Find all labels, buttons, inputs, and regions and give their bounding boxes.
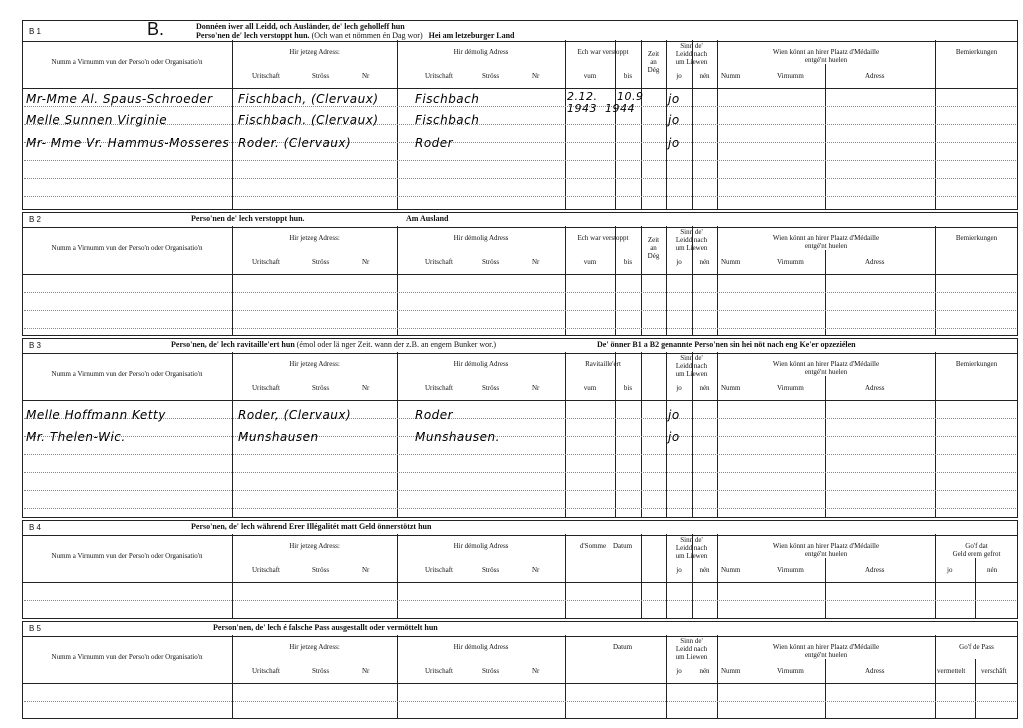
yes-header: jo (947, 566, 953, 574)
entry-name: Melle Hoffmann Ketty (26, 408, 166, 422)
no-header: nén (699, 258, 710, 266)
locality-header: Uritschaft (425, 384, 453, 392)
time-header: Zeit (647, 236, 660, 244)
medal-header: entgé'nt huelen (804, 651, 848, 659)
dotted-line (24, 701, 1016, 702)
entry-current-address: Roder. (Clervaux) (238, 136, 352, 150)
alive-header: Leidd nach (675, 544, 708, 552)
yes-header: jo (676, 384, 682, 392)
yes-header: jo (676, 258, 682, 266)
former-address-header: Hir démolig Adress (453, 360, 509, 368)
medal-header: Wien könnt an hirer Plaatz d'Médaille (772, 542, 880, 550)
medal-address-header: Adress (865, 384, 885, 392)
entry-former-address: Fischbach (415, 113, 480, 127)
number-header: Nr (532, 667, 540, 675)
yes-header: jo (676, 72, 682, 80)
section-header (23, 622, 1017, 637)
dotted-line (24, 310, 1016, 311)
dotted-line (24, 292, 1016, 293)
medal-name-header: Numm (721, 667, 741, 675)
time-header: an (650, 244, 657, 252)
column-rule (565, 352, 566, 517)
entry-alive: jo (668, 430, 680, 444)
entry-current-address: Fischbach. (Clervaux) (238, 113, 379, 127)
locality-header: Uritschaft (425, 258, 453, 266)
remarks-header: Bemierkungen (955, 360, 998, 368)
entry-name: Mr-Mme Al. Spaus-Schroeder (26, 92, 213, 106)
locality-header: Uritschaft (252, 72, 280, 80)
sum-header: d'Somme (579, 542, 607, 550)
number-header: Nr (362, 667, 370, 675)
alive-header: um Liewen (675, 244, 708, 252)
header-bottom-line (22, 274, 1018, 275)
from-header: vum (583, 384, 597, 392)
column-rule (975, 659, 976, 718)
column-rule (641, 534, 642, 618)
yes-header: jo (676, 566, 682, 574)
header-bottom-line (22, 683, 1018, 684)
number-header: Nr (532, 566, 540, 574)
ravitaille-header: Ravitaille'ert (585, 360, 621, 368)
alive-header: Leidd nach (675, 50, 708, 58)
medal-firstname-header: Virnumm (777, 72, 804, 80)
entry-current-address: Munshausen (238, 430, 319, 444)
no-header: nén (699, 566, 710, 574)
money-header: Go'f dat (965, 542, 988, 550)
locality-header: Uritschaft (252, 384, 280, 392)
pass-header: Go'f de Pass (959, 643, 994, 651)
section-title-2: De' önner B1 a B2 genannte Perso'nen sin hei nöt nach eng Ke'er opzeziélen (597, 340, 856, 349)
date-header: Datum (613, 643, 633, 651)
medal-header: entgé'nt huelen (804, 242, 848, 250)
former-address-header: Hir démolig Adress (453, 542, 509, 550)
money-header: Geld erem gefrot (952, 550, 1001, 558)
medal-name-header: Numm (721, 566, 741, 574)
to-header: bis (623, 72, 633, 80)
entry-alive: jo (668, 136, 680, 150)
entry-former-address: Munshausen. (415, 430, 500, 444)
section-id: B 4 (29, 523, 42, 532)
dotted-line (24, 436, 1016, 437)
entry-alive: jo (668, 113, 680, 127)
street-header: Ströss (482, 72, 500, 80)
remarks-header: Bemierkungen (955, 234, 998, 242)
dotted-line (24, 472, 1016, 473)
entry-name: Mr. Thelen-Wic. (26, 430, 126, 444)
entry-former-address: Fischbach (415, 92, 480, 106)
dotted-line (24, 600, 1016, 601)
street-header: Ströss (482, 384, 500, 392)
street-header: Ströss (482, 566, 500, 574)
name-header: Numm a Virnumm vun der Perso'n oder Organisatio'n (51, 552, 203, 560)
dotted-line (24, 106, 1016, 107)
section-header (23, 339, 1017, 354)
section-title: Perso'nen, de' lech ravitaille'ert hun (émol oder lä nger Zeit. wann der z.B. an engem Bunker wor.) (171, 340, 497, 349)
time-header: an (650, 58, 657, 66)
no-header: nén (699, 72, 710, 80)
time-header: Dég (647, 252, 660, 260)
column-rule (935, 352, 936, 517)
header-bottom-line (22, 582, 1018, 583)
entry-former-address: Roder (415, 408, 454, 422)
section-id: B 1 (29, 27, 42, 36)
former-address-header: Hir démolig Adress (453, 48, 509, 56)
entry-from-year: 1943 (567, 102, 597, 115)
no-header: nén (987, 566, 998, 574)
alive-header: Leidd nach (675, 236, 708, 244)
current-address-header: Hir jetzeg Adress: (289, 234, 340, 242)
section-title: Person'nen, de' lech é falsche Pass ausgestallt oder vermöttelt hun (213, 623, 438, 632)
section-id: B 2 (29, 215, 42, 224)
dotted-line (24, 418, 1016, 419)
medal-address-header: Adress (865, 258, 885, 266)
no-header: nén (699, 667, 710, 675)
alive-header: Leidd nach (675, 362, 708, 370)
column-rule (825, 659, 826, 718)
current-address-header: Hir jetzeg Adress: (289, 48, 340, 56)
number-header: Nr (532, 72, 540, 80)
current-address-header: Hir jetzeg Adress: (289, 542, 340, 550)
section-header (23, 213, 1017, 228)
medal-header: Wien könnt an hirer Plaatz d'Médaille (772, 360, 880, 368)
former-address-header: Hir démolig Adress (453, 643, 509, 651)
remarks-header: Bemierkungen (955, 48, 998, 56)
name-header: Numm a Virnumm vun der Perso'n oder Organisatio'n (51, 58, 203, 66)
no-header: nén (699, 384, 710, 392)
column-rule (825, 64, 826, 209)
column-rule (615, 352, 616, 517)
locality-header: Uritschaft (252, 667, 280, 675)
locality-header: Uritschaft (425, 566, 453, 574)
medal-header: Wien könnt an hirer Plaatz d'Médaille (772, 234, 880, 242)
section-title-2: Am Ausland (406, 214, 449, 223)
alive-header: um Liewen (675, 58, 708, 66)
dotted-line (24, 490, 1016, 491)
locality-header: Uritschaft (252, 566, 280, 574)
medal-firstname-header: Virnumm (777, 667, 804, 675)
locality-header: Uritschaft (425, 72, 453, 80)
street-header: Ströss (312, 258, 330, 266)
dotted-line (24, 454, 1016, 455)
dotted-line (24, 178, 1016, 179)
time-header: Zeit (647, 50, 660, 58)
dotted-line (24, 508, 1016, 509)
street-header: Ströss (312, 566, 330, 574)
medal-header: entgé'nt huelen (804, 550, 848, 558)
name-header: Numm a Virnumm vun der Perso'n oder Organisatio'n (51, 244, 203, 252)
alive-header: Sinn de' (680, 637, 703, 645)
number-header: Nr (362, 566, 370, 574)
street-header: Ströss (312, 72, 330, 80)
street-header: Ströss (482, 258, 500, 266)
yes-header: jo (676, 667, 682, 675)
number-header: Nr (362, 384, 370, 392)
name-header: Numm a Virnumm vun der Perso'n oder Organisatio'n (51, 370, 203, 378)
alive-header: um Liewen (675, 653, 708, 661)
current-address-header: Hir jetzeg Adress: (289, 643, 340, 651)
medal-name-header: Numm (721, 258, 741, 266)
medal-header: Wien könnt an hirer Plaatz d'Médaille (772, 643, 880, 651)
medal-name-header: Numm (721, 72, 741, 80)
dotted-line (24, 160, 1016, 161)
medal-firstname-header: Virnumm (777, 258, 804, 266)
medal-header: entgé'nt huelen (804, 56, 848, 64)
column-rule (397, 352, 398, 517)
entry-former-address: Roder (415, 136, 454, 150)
from-header: vum (583, 258, 597, 266)
entry-to: 10.9 (617, 90, 644, 103)
entry-alive: jo (668, 92, 680, 106)
alive-header: um Liewen (675, 552, 708, 560)
medal-name-header: Numm (721, 384, 741, 392)
column-rule (825, 558, 826, 618)
alive-header: um Liewen (675, 370, 708, 378)
number-header: Nr (362, 258, 370, 266)
section-letter: B. (147, 19, 165, 39)
medal-address-header: Adress (865, 667, 885, 675)
entry-name: Melle Sunnen Virginie (26, 113, 168, 127)
section-title: Perso'nen, de' lech während Erer Illégalitét matt Geld önnerstötzt hun (191, 522, 432, 531)
name-header: Numm a Virnumm vun der Perso'n oder Organisatio'n (51, 653, 203, 661)
alive-header: Leidd nach (675, 645, 708, 653)
alive-header: Sinn de' (680, 536, 703, 544)
dotted-line (24, 196, 1016, 197)
entry-current-address: Roder, (Clervaux) (238, 408, 352, 422)
alive-header: Sinn de' (680, 42, 703, 50)
medal-firstname-header: Virnumm (777, 384, 804, 392)
entry-name: Mr- Mme Vr. Hammus-Mosseres (26, 136, 230, 150)
section-title: Perso'nen de' lech verstoppt hun. (191, 214, 305, 223)
dotted-line (24, 124, 1016, 125)
to-header: bis (623, 258, 633, 266)
entry-from: 2.12. (567, 90, 598, 103)
medal-header: Wien könnt an hirer Plaatz d'Médaille (772, 48, 880, 56)
section-id: B 3 (29, 341, 42, 350)
dotted-line (24, 328, 1016, 329)
header-bottom-line (22, 88, 1018, 89)
entry-alive: jo (668, 408, 680, 422)
time-header: Dég (647, 66, 660, 74)
current-address-header: Hir jetzeg Adress: (289, 360, 340, 368)
street-header: Ströss (312, 667, 330, 675)
date-header: Datum (613, 542, 633, 550)
medal-firstname-header: Virnumm (777, 566, 804, 574)
number-header: Nr (532, 258, 540, 266)
hidden-header: Ech war verstoppt (577, 234, 629, 242)
issued-header: vermettelt (937, 667, 966, 675)
former-address-header: Hir démolig Adress (453, 234, 509, 242)
medal-address-header: Adress (865, 72, 885, 80)
column-rule (565, 635, 566, 718)
header-bottom-line (22, 400, 1018, 401)
column-rule (825, 376, 826, 517)
locality-header: Uritschaft (425, 667, 453, 675)
street-header: Ströss (482, 667, 500, 675)
alive-header: Sinn de' (680, 228, 703, 236)
section-header (23, 521, 1017, 536)
medal-address-header: Adress (865, 566, 885, 574)
medal-header: entgé'nt huelen (804, 368, 848, 376)
alive-header: Sinn de' (680, 354, 703, 362)
number-header: Nr (532, 384, 540, 392)
entry-to-year: 1944 (605, 102, 635, 115)
entry-current-address: Fischbach, (Clervaux) (238, 92, 379, 106)
to-header: bis (623, 384, 633, 392)
street-header: Ströss (312, 384, 330, 392)
column-rule (641, 352, 642, 517)
column-rule (232, 352, 233, 517)
from-header: vum (583, 72, 597, 80)
number-header: Nr (362, 72, 370, 80)
section-title-line2: Perso'nen de' lech verstoppt hun. (Och wan et nömmen én Dag wor) Hei am letzeburger Land (196, 31, 515, 40)
locality-header: Uritschaft (252, 258, 280, 266)
section-id: B 5 (29, 624, 42, 633)
section-header (23, 21, 1017, 42)
hidden-header: Ech war verstoppt (577, 48, 629, 56)
column-rule (975, 558, 976, 618)
section-title: Donnéen iwer all Leidd, och Ausländer, de' lech geholleff hun (196, 22, 405, 31)
made-header: verschâft (981, 667, 1007, 675)
